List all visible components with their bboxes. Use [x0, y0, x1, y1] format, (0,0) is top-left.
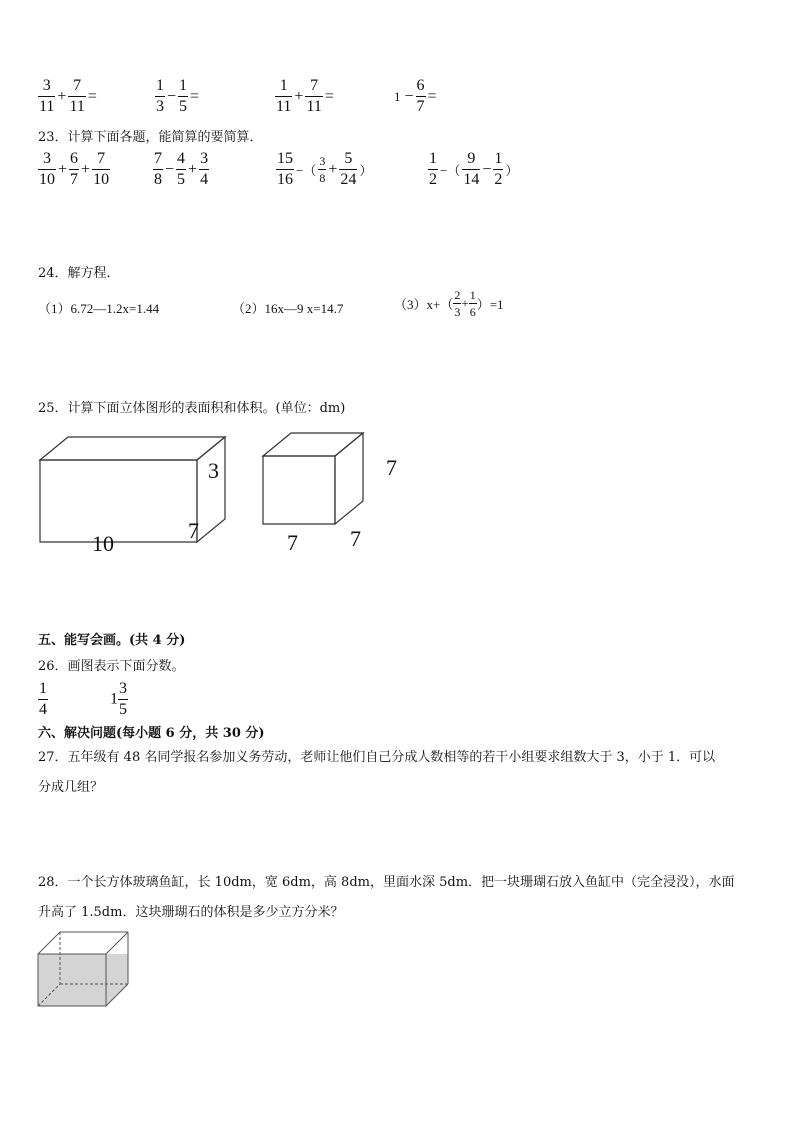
q24-equation-1: （1）6.72—1.2x=1.44	[38, 301, 160, 316]
q23-expr-4: $\frac{1}{2}$ −（ $\frac{9}{14}$ − $\frac{1}{2}$ ）	[429, 150, 519, 188]
q26-fraction-1: $\frac{1}{4}$	[39, 680, 47, 718]
q24-equation-2: （2）16x—9 x=14.7	[232, 301, 344, 316]
cuboid-length-label: 10	[92, 531, 114, 556]
expr-top-2: $\frac{1}{3}$ − $\frac{1}{5}$ =	[156, 77, 200, 115]
q25-title: 25．计算下面立体图形的表面积和体积。(单位：dm)	[38, 401, 346, 416]
cube-side-face	[335, 433, 363, 524]
section-5-heading: 五、能写会画。(共 4 分)	[38, 633, 186, 648]
q28-line-2: 升高了 1.5dm．这块珊瑚石的体积是多少立方分米？	[38, 905, 344, 920]
q23-expr-3: $\frac{15}{16}$ −（ $\frac{3}{8}$ + $\frac{5}{24}$ ）	[277, 150, 373, 188]
cuboid-top-face	[40, 437, 225, 460]
expr-top-3: $\frac{1}{11}$ + $\frac{7}{11}$ =	[276, 77, 334, 115]
cube-width-label: 7	[350, 526, 361, 551]
cube-figure	[263, 433, 363, 524]
q23-expr-1: $\frac{3}{10}$ + $\frac{6}{7}$ + $\frac{7}{10}$	[39, 150, 110, 188]
q27-text	[38, 743, 778, 803]
section-6-heading: 六、解决问题(每小题 6 分，共 30 分)	[38, 726, 265, 741]
q27-line-2: 分成几组？	[38, 780, 104, 795]
cuboid-height-label: 3	[208, 458, 219, 483]
expr-top-1: $\frac{3}{11}$ + $\frac{7}{11}$ =	[39, 77, 97, 115]
q26-fraction-2: 1 $\frac{3}{5}$	[110, 680, 127, 718]
q28-text	[38, 868, 778, 928]
cube-length-label: 7	[287, 530, 298, 555]
q27-line-1: 27．五年级有 48 名同学报名参加义务劳动，老师让他们自己分成人数相等的若干小组要求组数大于 3，小于 1．可以	[38, 750, 716, 765]
q23-title: 23．计算下面各题，能简算的要简算．	[38, 130, 263, 145]
q26-title: 26．画图表示下面分数。	[38, 659, 185, 674]
cuboid-front-face	[40, 460, 197, 542]
cuboid-side-face	[197, 437, 225, 542]
q23-expr-2: $\frac{7}{8}$ − $\frac{4}{5}$ + $\frac{3}{4}$	[154, 150, 209, 188]
q24-equation-3: （3）x+（ $\frac{2}{3}$ + $\frac{1}{6}$ ）=1	[394, 288, 504, 319]
cube-height-label: 7	[386, 455, 397, 480]
q28-line-1: 28．一个长方体玻璃鱼缸，长 10dm，宽 6dm，高 8dm，里面水深 5dm．把一块珊瑚石放入鱼缸中（完全浸没），水面	[38, 875, 735, 890]
cuboid-width-label: 7	[188, 518, 199, 543]
cube-front-face	[263, 456, 335, 524]
q24-title: 24．解方程．	[38, 266, 120, 281]
expr-top-4: 1 − $\frac{6}{7}$ =	[394, 77, 437, 115]
cube-top-face	[263, 433, 363, 456]
fish-tank-figure	[36, 930, 132, 1010]
